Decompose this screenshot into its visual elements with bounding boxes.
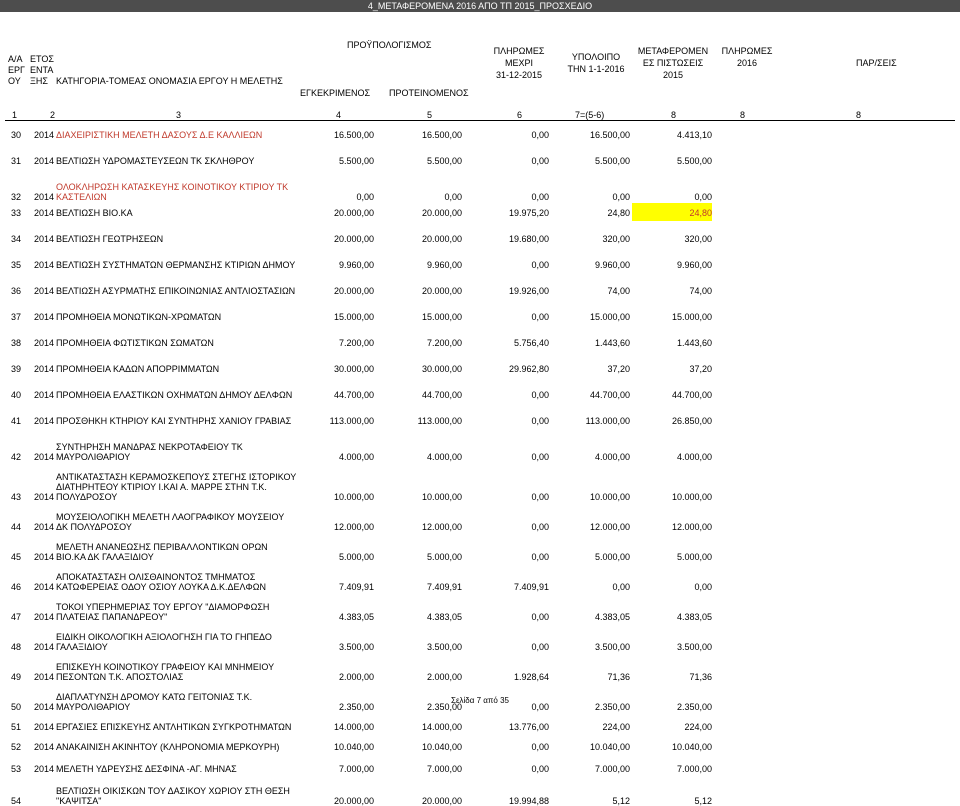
row-proposed: 113.000,00: [417, 416, 462, 426]
row-approved: 0,00: [356, 192, 374, 202]
row-aa: 31: [10, 156, 21, 166]
row-project-name: ΠΕΣΟΝΤΩΝ Τ.Κ. ΑΠΟΣΤΟΛΙΑΣ: [56, 672, 184, 682]
row-aa: 43: [10, 492, 21, 502]
row-paid: 13.776,00: [508, 722, 549, 732]
row-aa: 30: [10, 130, 21, 140]
row-aa: 42: [10, 452, 21, 462]
column-number: 4: [336, 110, 342, 120]
row-project-name: ΓΑΛΑΞΙΔΙΟΥ: [56, 642, 108, 652]
row-project-name: ΚΑΤΩΦΕΡΕΙΑΣ ΟΔΟΥ ΟΣΙΟΥ ΛΟΥΚΑ Δ.Κ.ΔΕΛΦΩΝ: [56, 582, 266, 592]
header-balance: ΤΗΝ 1-1-2016: [567, 64, 625, 74]
row-proposed: 7.409,91: [426, 582, 462, 592]
row-transferred: 26.850,00: [671, 416, 712, 426]
row-transferred: 4.383,05: [676, 612, 712, 622]
row-paid: 0,00: [531, 742, 549, 752]
header-aa: Α/Α: [8, 54, 23, 64]
row-aa: 54: [10, 796, 21, 806]
row-approved: 2.000,00: [338, 672, 374, 682]
row-approved: 7.409,91: [338, 582, 374, 592]
row-transferred: 7.000,00: [676, 764, 712, 774]
row-project-name: ΠΡΟΜΗΘΕΙΑ ΚΑΔΩΝ ΑΠΟΡΡΙΜΜΑΤΩΝ: [56, 364, 220, 374]
column-number: 3: [176, 110, 182, 120]
row-transferred: 15.000,00: [671, 312, 712, 322]
header-aa: ΕΡΓ: [8, 65, 25, 75]
row-balance: 7.000,00: [594, 764, 630, 774]
row-balance: 113.000,00: [585, 416, 630, 426]
row-project-name: ΣΥΝΤΗΡΗΣΗ ΜΑΝΔΡΑΣ ΝΕΚΡΟΤΑΦΕΙΟΥ ΤΚ: [56, 442, 243, 452]
row-aa: 45: [10, 552, 21, 562]
row-year: 2014: [34, 338, 55, 348]
row-paid: 0,00: [531, 416, 549, 426]
column-number: 8: [856, 110, 862, 120]
row-paid: 0,00: [531, 702, 549, 712]
row-proposed: 30.000,00: [421, 364, 462, 374]
row-balance: 3.500,00: [594, 642, 630, 652]
row-project-name: ΠΡΟΣΘΗΚΗ ΚΤΗΡΙΟΥ ΚΑΙ ΣΥΝΤΗΡΗΣ ΧΑΝΙΟΥ ΓΡΑΒΙΑΣ: [56, 416, 292, 426]
header-approved: ΕΓΚΕΚΡΙΜΕΝΟΣ: [300, 88, 371, 98]
row-aa: 34: [10, 234, 21, 244]
row-aa: 53: [10, 764, 21, 774]
page-footer: Σελίδα 7 από 35: [451, 696, 509, 705]
column-number: 7=(5-6): [575, 110, 605, 120]
row-approved: 12.000,00: [333, 522, 374, 532]
row-project-name: ΑΝΑΚΑΙΝΙΣΗ ΑΚΙΝΗΤΟΥ (ΚΛΗΡΟΝΟΜΙΑ ΜΕΡΚΟΥΡΗ): [56, 742, 280, 752]
row-approved: 7.200,00: [338, 338, 374, 348]
row-approved: 30.000,00: [333, 364, 374, 374]
row-approved: 113.000,00: [329, 416, 374, 426]
row-aa: 51: [10, 722, 21, 732]
row-aa: 38: [10, 338, 21, 348]
row-approved: 5.000,00: [338, 552, 374, 562]
row-transferred: 44.700,00: [671, 390, 712, 400]
row-transferred: 3.500,00: [676, 642, 712, 652]
row-balance: 224,00: [602, 722, 630, 732]
row-project-name: ΔΚ ΠΟΛΥΔΡΟΣΟΥ: [56, 522, 132, 532]
window-title: 4_ΜΕΤΑΦΕΡΟΜΕΝΑ 2016 ΑΠΟ ΤΠ 2015_ΠΡΟΣΧΕΔΙΟ: [0, 0, 960, 12]
row-proposed: 10.040,00: [421, 742, 462, 752]
row-transferred: 4.000,00: [676, 452, 712, 462]
row-project-name: ΔΙΑΤΗΡΗΤΕΟΥ ΚΤΙΡΙΟΥ Ι.ΚΑΙ Α. ΜΑΡΡΕ ΣΤΗΝ Τ.Κ.: [56, 482, 267, 492]
row-paid: 19.680,00: [508, 234, 549, 244]
row-proposed: 12.000,00: [421, 522, 462, 532]
row-approved: 16.500,00: [333, 130, 374, 140]
row-paid: 1.928,64: [513, 672, 549, 682]
row-approved: 9.960,00: [338, 260, 374, 270]
row-proposed: 2.350,00: [426, 702, 462, 712]
header-notes: ΠΑΡ/ΣΕΙΣ: [856, 58, 897, 68]
row-project-name: ΜΑΥΡΟΛΙΘΑΡΙΟΥ: [56, 452, 131, 462]
row-balance: 4.383,05: [594, 612, 630, 622]
row-year: 2014: [34, 312, 55, 322]
row-proposed: 5.000,00: [426, 552, 462, 562]
row-approved: 4.000,00: [338, 452, 374, 462]
row-aa: 37: [10, 312, 21, 322]
row-project-name: ΠΡΟΜΗΘΕΙΑ ΕΛΑΣΤΙΚΩΝ ΟΧΗΜΑΤΩΝ ΔΗΜΟΥ ΔΕΛΦΩΝ: [56, 390, 293, 400]
row-project-name: ΠΡΟΜΗΘΕΙΑ ΜΟΝΩΤΙΚΩΝ-ΧΡΩΜΑΤΩΝ: [56, 312, 222, 322]
row-year: 2014: [34, 260, 55, 270]
row-transferred: 2.350,00: [676, 702, 712, 712]
column-number: 6: [517, 110, 523, 120]
row-aa: 41: [10, 416, 21, 426]
row-balance: 71,36: [607, 672, 630, 682]
row-aa: 44: [10, 522, 21, 532]
row-balance: 15.000,00: [589, 312, 630, 322]
row-proposed: 9.960,00: [426, 260, 462, 270]
row-balance: 16.500,00: [589, 130, 630, 140]
row-project-name: ΕΠΙΣΚΕΥΗ ΚΟΙΝΟΤΙΚΟΥ ΓΡΑΦΕΙΟΥ ΚΑΙ ΜΝΗΜΕΙΟΥ: [56, 662, 275, 672]
row-approved: 10.000,00: [333, 492, 374, 502]
row-transferred: 5,12: [694, 796, 712, 806]
row-paid: 0,00: [531, 192, 549, 202]
row-proposed: 14.000,00: [421, 722, 462, 732]
row-project-name: ΒΕΛΤΙΩΣΗ ΣΥΣΤΗΜΑΤΩΝ ΘΕΡΜΑΝΣΗΣ ΚΤΙΡΙΩΝ ΔΗΜΟΥ: [56, 260, 296, 270]
row-transferred: 10.040,00: [671, 742, 712, 752]
row-paid: 0,00: [531, 764, 549, 774]
column-number: 2: [50, 110, 56, 120]
header-budget: ΠΡΟΫΠΟΛΟΓΙΣΜΟΣ: [347, 40, 432, 50]
row-proposed: 0,00: [444, 192, 462, 202]
row-project-name: ΒΕΛΤΙΩΣΗ ΓΕΩΤΡΗΣΕΩΝ: [56, 234, 164, 244]
row-balance: 320,00: [602, 234, 630, 244]
row-project-name: ΠΟΛΥΔΡΟΣΟΥ: [56, 492, 118, 502]
row-approved: 14.000,00: [333, 722, 374, 732]
row-year: 2014: [34, 364, 55, 374]
header-transferred: ΕΣ ΠΙΣΤΩΣΕΙΣ: [642, 58, 704, 68]
row-year: 2014: [34, 522, 55, 532]
row-year: 2014: [34, 416, 55, 426]
row-paid: 0,00: [531, 452, 549, 462]
row-project-name: ΟΛΟΚΛΗΡΩΣΗ ΚΑΤΑΣΚΕΥΗΣ ΚΟΙΝΟΤΙΚΟΥ ΚΤΙΡΙΟΥ ΤΚ: [56, 182, 289, 192]
row-project-name: ΚΑΣΤΕΛΙΩΝ: [56, 192, 107, 202]
header-year: ΞΗΣ: [30, 76, 48, 86]
row-approved: 7.000,00: [338, 764, 374, 774]
row-transferred: 12.000,00: [671, 522, 712, 532]
row-transferred: 5.000,00: [676, 552, 712, 562]
row-proposed: 44.700,00: [421, 390, 462, 400]
row-project-name: ΒΕΛΤΙΩΣΗ ΒΙΟ.ΚΑ: [56, 208, 133, 218]
row-aa: 39: [10, 364, 21, 374]
row-aa: 52: [10, 742, 21, 752]
header-payments-2016: ΠΛΗΡΩΜΕΣ: [721, 46, 773, 56]
row-paid: 0,00: [531, 612, 549, 622]
header-aa: ΟΥ: [8, 76, 21, 86]
row-transferred: 9.960,00: [676, 260, 712, 270]
row-proposed: 2.000,00: [426, 672, 462, 682]
row-year: 2014: [34, 208, 55, 218]
row-balance: 1.443,60: [594, 338, 630, 348]
column-number: 5: [427, 110, 433, 120]
row-proposed: 16.500,00: [421, 130, 462, 140]
row-year: 2014: [34, 582, 55, 592]
row-transferred: 224,00: [684, 722, 712, 732]
row-year: 2014: [34, 764, 55, 774]
row-balance: 5.500,00: [594, 156, 630, 166]
row-approved: 20.000,00: [333, 234, 374, 244]
row-project-name: "ΚΑΨΙΤΣΑ": [56, 796, 102, 806]
row-approved: 20.000,00: [333, 796, 374, 806]
row-year: 2014: [34, 492, 55, 502]
row-project-name: ΔΙΑΧΕΙΡΙΣΤΙΚΗ ΜΕΛΕΤΗ ΔΑΣΟΥΣ Δ.Ε ΚΑΛΛΙΕΩΝ: [56, 130, 263, 140]
row-year: 2014: [34, 722, 55, 732]
row-proposed: 7.000,00: [426, 764, 462, 774]
row-year: 2014: [34, 130, 55, 140]
header-category: ΚΑΤΗΓΟΡΙΑ-ΤΟΜΕΑΣ ΟΝΟΜΑΣΙΑ ΕΡΓΟΥ Η ΜΕΛΕΤΗΣ: [56, 76, 283, 86]
row-proposed: 10.000,00: [421, 492, 462, 502]
row-paid: 0,00: [531, 492, 549, 502]
row-paid: 0,00: [531, 312, 549, 322]
row-project-name: ΕΡΓΑΣΙΕΣ ΕΠΙΣΚΕΥΗΣ ΑΝΤΛΗΤΙΚΩΝ ΣΥΓΚΡΟΤΗΜΑΤΩΝ: [56, 722, 292, 732]
row-year: 2014: [34, 452, 55, 462]
column-number: 1: [12, 110, 18, 120]
row-balance: 4.000,00: [594, 452, 630, 462]
row-approved: 4.383,05: [338, 612, 374, 622]
header-year: ΕΝΤΑ: [30, 65, 54, 75]
header-payments-2015: 31-12-2015: [495, 70, 543, 80]
row-transferred: 37,20: [689, 364, 712, 374]
row-transferred: 10.000,00: [671, 492, 712, 502]
row-year: 2014: [34, 156, 55, 166]
row-transferred: 0,00: [694, 192, 712, 202]
row-project-name: ΔΙΑΠΛΑΤΥΝΣΗ ΔΡΟΜΟΥ ΚΑΤΩ ΓΕΙΤΟΝΙΑΣ Τ.Κ.: [56, 692, 253, 702]
column-number: 8: [671, 110, 677, 120]
row-year: 2014: [34, 702, 55, 712]
row-aa: 40: [10, 390, 21, 400]
header-payments-2016: 2016: [736, 58, 758, 68]
row-proposed: 4.000,00: [426, 452, 462, 462]
row-balance: 12.000,00: [589, 522, 630, 532]
row-proposed: 20.000,00: [421, 796, 462, 806]
row-approved: 44.700,00: [333, 390, 374, 400]
row-aa: 35: [10, 260, 21, 270]
row-year: 2014: [34, 192, 55, 202]
row-year: 2014: [34, 390, 55, 400]
header-payments-2015: ΠΛΗΡΩΜΕΣ: [493, 46, 545, 56]
row-paid: 0,00: [531, 552, 549, 562]
row-proposed: 7.200,00: [426, 338, 462, 348]
row-transferred: 5.500,00: [676, 156, 712, 166]
row-approved: 15.000,00: [333, 312, 374, 322]
row-proposed: 4.383,05: [426, 612, 462, 622]
row-aa: 36: [10, 286, 21, 296]
row-approved: 10.040,00: [333, 742, 374, 752]
row-balance: 0,00: [612, 192, 630, 202]
row-balance: 44.700,00: [589, 390, 630, 400]
row-project-name: ΑΝΤΙΚΑΤΑΣΤΑΣΗ ΚΕΡΑΜΟΣΚΕΠΟΥΣ ΣΤΕΓΗΣ ΙΣΤΟΡΙΚΟΥ: [56, 472, 297, 482]
row-year: 2014: [34, 612, 55, 622]
row-proposed: 3.500,00: [426, 642, 462, 652]
row-paid: 19.926,00: [508, 286, 549, 296]
row-paid: 0,00: [531, 390, 549, 400]
row-year: 2014: [34, 742, 55, 752]
row-project-name: ΜΕΛΕΤΗ ΑΝΑΝΕΩΣΗΣ ΠΕΡΙΒΑΛΛΟΝΤΙΚΩΝ ΟΡΩΝ: [56, 542, 268, 552]
row-paid: 19.994,88: [508, 796, 549, 806]
row-aa: 33: [10, 208, 21, 218]
row-balance: 0,00: [612, 582, 630, 592]
row-paid: 0,00: [531, 642, 549, 652]
row-transferred: 1.443,60: [676, 338, 712, 348]
row-approved: 2.350,00: [338, 702, 374, 712]
row-balance: 74,00: [607, 286, 630, 296]
row-project-name: ΤΟΚΟΙ ΥΠΕΡΗΜΕΡΙΑΣ ΤΟΥ ΕΡΓΟΥ "ΔΙΑΜΟΡΦΩΣΗ: [56, 602, 270, 612]
row-aa: 48: [10, 642, 21, 652]
row-aa: 46: [10, 582, 21, 592]
row-year: 2014: [34, 642, 55, 652]
divider: [5, 120, 955, 121]
row-aa: 49: [10, 672, 21, 682]
row-paid: 5.756,40: [513, 338, 549, 348]
row-project-name: ΒΙΟ.ΚΑ ΔΚ ΓΑΛΑΞΙΔΙΟΥ: [56, 552, 154, 562]
row-project-name: ΑΠΟΚΑΤΑΣΤΑΣΗ ΟΛΙΣΘΑΙΝΟΝΤΟΣ ΤΜΗΜΑΤΟΣ: [56, 572, 256, 582]
column-number: 8: [740, 110, 746, 120]
row-balance: 5,12: [612, 796, 630, 806]
row-transferred: 4.413,10: [676, 130, 712, 140]
row-approved: 20.000,00: [333, 208, 374, 218]
row-approved: 5.500,00: [338, 156, 374, 166]
row-paid: 19.975,20: [508, 208, 549, 218]
row-approved: 20.000,00: [333, 286, 374, 296]
row-project-name: ΒΕΛΤΙΩΣΗ ΑΣΥΡΜΑΤΗΣ ΕΠΙΚΟΙΝΩΝΙΑΣ ΑΝΤΛΙΟΣΤΑΣΙΩΝ: [56, 286, 296, 296]
row-aa: 47: [10, 612, 21, 622]
row-proposed: 20.000,00: [421, 208, 462, 218]
row-project-name: ΜΑΥΡΟΛΙΘΑΡΙΟΥ: [56, 702, 131, 712]
row-approved: 3.500,00: [338, 642, 374, 652]
row-transferred: 74,00: [689, 286, 712, 296]
row-year: 2014: [34, 234, 55, 244]
row-project-name: ΜΕΛΕΤΗ ΥΔΡΕΥΣΗΣ ΔΕΣΦΙΝΑ -ΑΓ. ΜΗΝΑΣ: [56, 764, 237, 774]
row-paid: 0,00: [531, 130, 549, 140]
row-project-name: ΒΕΛΤΙΩΣΗ ΟΙΚΙΣΚΩΝ ΤΟΥ ΔΑΣΙΚΟΥ ΧΩΡΙΟΥ ΣΤΗ ΘΕΣΗ: [56, 786, 290, 796]
row-year: 2014: [34, 552, 55, 562]
row-paid: 29.962,80: [508, 364, 549, 374]
row-proposed: 20.000,00: [421, 286, 462, 296]
row-transferred: 320,00: [684, 234, 712, 244]
row-balance: 5.000,00: [594, 552, 630, 562]
row-paid: 0,00: [531, 260, 549, 270]
row-balance: 37,20: [607, 364, 630, 374]
header-balance: ΥΠΟΛΟΙΠΟ: [571, 52, 621, 62]
row-paid: 7.409,91: [513, 582, 549, 592]
row-transferred: 0,00: [694, 582, 712, 592]
header-transferred: ΜΕΤΑΦΕΡΟΜΕΝ: [637, 46, 709, 56]
row-balance: 10.040,00: [589, 742, 630, 752]
row-aa: 50: [10, 702, 21, 712]
row-balance: 24,80: [607, 208, 630, 218]
row-year: 2014: [34, 672, 55, 682]
row-project-name: ΕΙΔΙΚΗ ΟΙΚΟΛΟΓΙΚΗ ΑΞΙΟΛΟΓΗΣΗ ΓΙΑ ΤΟ ΓΗΠΕΔΟ: [56, 632, 272, 642]
header-year: ΕΤΟΣ: [30, 54, 54, 64]
row-proposed: 15.000,00: [421, 312, 462, 322]
row-transferred: 71,36: [689, 672, 712, 682]
row-transferred: 24,80: [689, 208, 712, 218]
row-project-name: ΒΕΛΤΙΩΣΗ ΥΔΡΟΜΑΣΤΕΥΣΕΩΝ ΤΚ ΣΚΛΗΘΡΟΥ: [56, 156, 255, 166]
row-paid: 0,00: [531, 156, 549, 166]
row-project-name: ΜΟΥΣΕΙΟΛΟΓΙΚΗ ΜΕΛΕΤΗ ΛΑΟΓΡΑΦΙΚΟΥ ΜΟΥΣΕΙΟΥ: [56, 512, 285, 522]
header-transferred: 2015: [662, 70, 684, 80]
row-balance: 10.000,00: [589, 492, 630, 502]
row-aa: 32: [10, 192, 21, 202]
header-payments-2015: ΜΕΧΡΙ: [504, 58, 533, 68]
row-balance: 9.960,00: [594, 260, 630, 270]
row-balance: 2.350,00: [594, 702, 630, 712]
row-project-name: ΠΡΟΜΗΘΕΙΑ ΦΩΤΙΣΤΙΚΩΝ ΣΩΜΑΤΩΝ: [56, 338, 214, 348]
row-project-name: ΠΛΑΤΕΙΑΣ ΠΑΠΑΝΔΡΕΟΥ": [56, 612, 168, 622]
row-paid: 0,00: [531, 522, 549, 532]
row-proposed: 5.500,00: [426, 156, 462, 166]
row-proposed: 20.000,00: [421, 234, 462, 244]
row-year: 2014: [34, 286, 55, 296]
header-proposed: ΠΡΟΤΕΙΝΟΜΕΝΟΣ: [389, 88, 469, 98]
